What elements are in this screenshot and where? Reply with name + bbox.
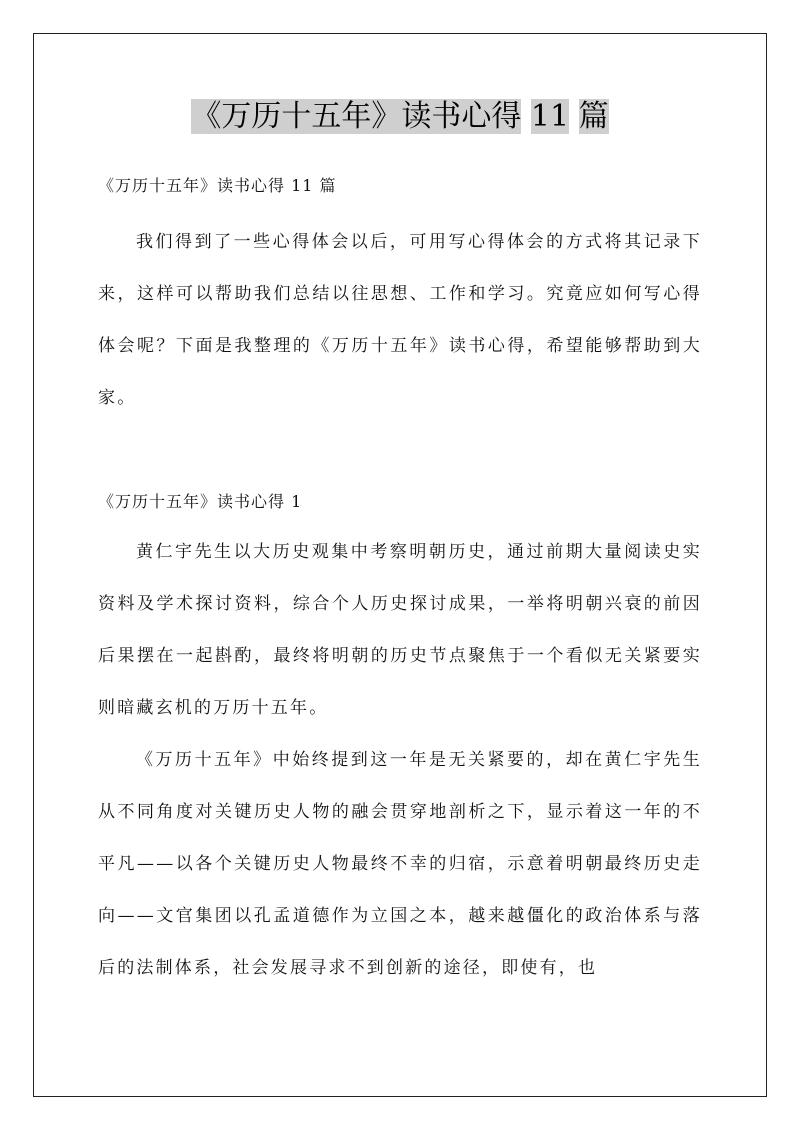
- document-title-gap: [521, 99, 531, 134]
- document-title: [191, 94, 608, 140]
- document-title-main: 《万历十五年》读书心得: [191, 99, 522, 134]
- section1-paragraph-1: 黄仁宇先生以大历史观集中考察明朝历史，通过前期大量阅读史实资料及学术探讨资料，综合个人历史探讨成果，一举将明朝兴衰的前因后果摆在一起斟酌，最终将明朝的历史节点聚焦于一个看似无关紧要实则暗藏玄机的万历十五年。: [98, 542, 702, 718]
- document-title-suffix: 篇: [578, 99, 609, 134]
- section-heading-1: 《万历十五年》读书心得 1: [98, 492, 303, 511]
- document-title-container: [0, 94, 800, 140]
- document-title-number: 11: [530, 99, 570, 134]
- document-title-gap-2: [569, 99, 579, 134]
- intro-paragraph: 我们得到了一些心得体会以后，可用写心得体会的方式将其记录下来，这样可以帮助我们总结以往思想、工作和学习。究竟应如何写心得体会呢？下面是我整理的《万历十五年》读书心得，希望能够帮助到大家。: [98, 232, 702, 408]
- document-subtitle: 《万历十五年》读书心得 11 篇: [98, 176, 337, 195]
- section1-paragraph-2: 《万历十五年》中始终提到这一年是无关紧要的，却在黄仁宇先生从不同角度对关键历史人物的融会贯穿地剖析之下，显示着这一年的不平凡——以各个关键历史人物最终不幸的归宿，示意着明朝最终历史走向——文官集团以孔孟道德作为立国之本，越来越僵化的政治体系与落后的法制体系，社会发展寻求不到创新的途径，即使有，也: [98, 750, 702, 978]
